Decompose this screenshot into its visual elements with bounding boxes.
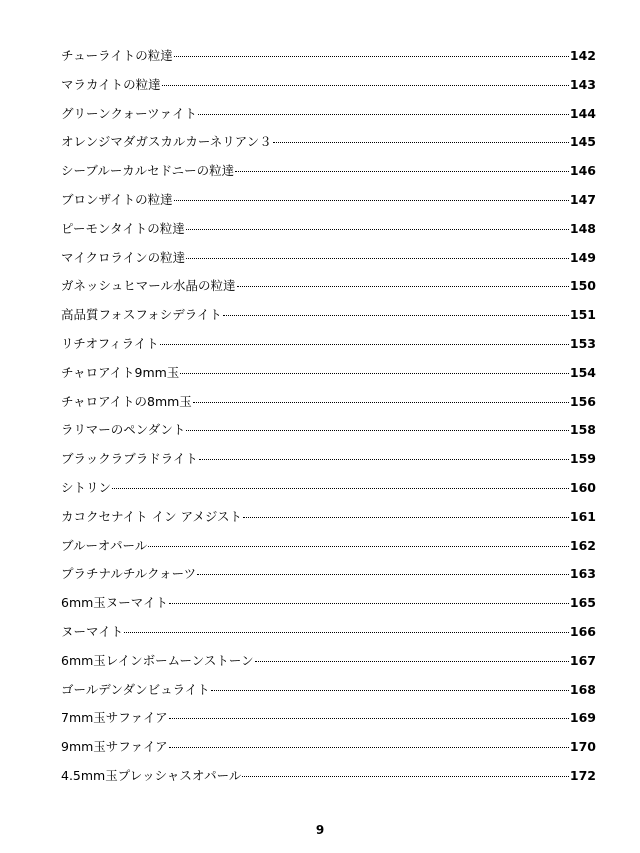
toc-entry-title: マイクロラインの粒達 [61,249,186,265]
dot-leader [169,717,569,719]
dot-leader [112,487,569,489]
toc-entry-title: 6mm玉ヌーマイト [61,595,169,611]
toc-entry-title: 6mm玉レインボームーンストーン [61,652,254,668]
toc-entry-title: ブラックラブラドライト [61,451,198,467]
toc-entry-page-number: 156 [569,393,596,409]
toc-entry[interactable] [61,618,596,647]
toc-entry-title: チャロアイトの8mm玉 [61,393,192,409]
dot-leader [197,573,569,575]
dot-leader [186,228,569,230]
toc-entry-title: プラチナルチルクォーツ [61,566,197,582]
dot-leader [235,170,569,172]
dot-leader [255,660,569,662]
toc-entry-title: ブルーオパール [61,537,148,553]
toc-entry-page-number: 143 [569,76,596,92]
dot-leader [169,746,569,748]
toc-entry-page-number: 147 [569,191,596,207]
toc-entry-page-number: 148 [569,220,596,236]
dot-leader [211,689,569,691]
toc-entry[interactable] [61,445,596,474]
toc-entry[interactable] [61,704,596,733]
toc-entry-page-number: 144 [569,105,596,121]
dot-leader [174,55,569,57]
toc-entry-page-number: 170 [569,739,596,755]
toc-entry[interactable] [61,301,596,330]
toc-entry-title: ブロンザイトの粒達 [61,191,173,207]
toc-entry[interactable] [61,272,596,301]
toc-entry-title: ヌーマイト [61,623,124,639]
dot-leader [148,545,569,547]
toc-entry[interactable] [61,733,596,762]
toc-entry-page-number: 149 [569,249,596,265]
dot-leader [174,199,569,201]
toc-entry-page-number: 169 [569,710,596,726]
toc-entry[interactable] [61,676,596,705]
toc-entry[interactable] [61,647,596,676]
dot-leader [193,401,569,403]
toc-entry-page-number: 165 [569,595,596,611]
toc-entry-title: 9mm玉サファイア [61,739,168,755]
toc-entry-title: マラカイトの粒達 [61,76,161,92]
dot-leader [199,458,569,460]
toc-entry-title: シーブルーカルセドニーの粒達 [61,163,235,179]
toc-entry[interactable] [61,128,596,157]
toc-entry[interactable] [61,100,596,129]
dot-leader [198,113,569,115]
toc-entry-title: 7mm玉サファイア [61,710,168,726]
toc-entry[interactable] [61,215,596,244]
toc-entry-title: チューライトの粒達 [61,48,173,63]
toc-entry-title: 4.5mm玉プレッシャスオパール [61,767,242,783]
toc-entry[interactable] [61,359,596,388]
toc-entry[interactable] [61,186,596,215]
toc-entry-page-number: 151 [569,307,596,323]
toc-entry-page-number: 159 [569,451,596,467]
toc-entry[interactable] [61,416,596,445]
toc-entry-page-number: 158 [569,422,596,438]
toc-entry[interactable] [61,762,596,791]
toc-entry-title: ゴールデンダンビュライト [61,681,210,697]
dot-leader [162,84,569,86]
toc-entry-title: リチオフィライト [61,335,159,351]
toc-entry[interactable] [61,71,596,100]
toc-entry-page-number: 154 [569,364,596,380]
toc-entry[interactable] [61,388,596,417]
toc-entry-page-number: 163 [569,566,596,582]
page-number: 9 [315,823,325,837]
toc-entry-title: シトリン [61,479,112,495]
toc-entry[interactable] [61,532,596,561]
toc-entry[interactable] [61,503,596,532]
toc-entry[interactable] [61,157,596,186]
toc-entry-page-number: 168 [569,681,596,697]
dot-leader [237,285,569,287]
toc-entry[interactable] [61,42,596,71]
toc-entry-page-number: 146 [569,163,596,179]
toc-entry[interactable] [61,474,596,503]
toc-entry-page-number: 172 [569,767,596,783]
toc-entry[interactable] [61,560,596,589]
toc-entry[interactable] [61,244,596,273]
toc-entry-title: 高品質フォスフォシデライト [61,307,222,323]
dot-leader [169,602,569,604]
dot-leader [180,372,569,374]
toc-entry-title: チャロアイト9mm玉 [61,364,180,380]
dot-leader [223,314,569,316]
dot-leader [186,257,569,259]
toc-entry-page-number: 166 [569,623,596,639]
toc-entry-title: ラリマーのペンダント [61,422,186,438]
dot-leader [160,343,569,345]
dot-leader [242,775,569,777]
table-of-contents [61,42,596,791]
toc-entry-page-number: 142 [569,48,596,63]
dot-leader [124,631,569,633]
toc-entry-title: ピーモンタイトの粒達 [61,220,185,236]
toc-entry[interactable] [61,589,596,618]
toc-entry-page-number: 167 [569,652,596,668]
dot-leader [273,141,569,143]
toc-entry-title: ガネッシュヒマール水晶の粒達 [61,278,236,294]
toc-entry-title: オレンジマダガスカルカーネリアン３ [61,134,272,150]
toc-entry-page-number: 153 [569,335,596,351]
toc-entry-page-number: 160 [569,479,596,495]
toc-entry[interactable] [61,330,596,359]
toc-entry-page-number: 145 [569,134,596,150]
toc-entry-title: グリーンクォーツァイト [61,105,198,121]
toc-entry-page-number: 162 [569,537,596,553]
toc-entry-page-number: 161 [569,508,596,524]
dot-leader [243,516,569,518]
toc-entry-page-number: 150 [569,278,596,294]
toc-entry-title: カコクセナイト イン アメジスト [61,508,242,524]
dot-leader [186,429,569,431]
